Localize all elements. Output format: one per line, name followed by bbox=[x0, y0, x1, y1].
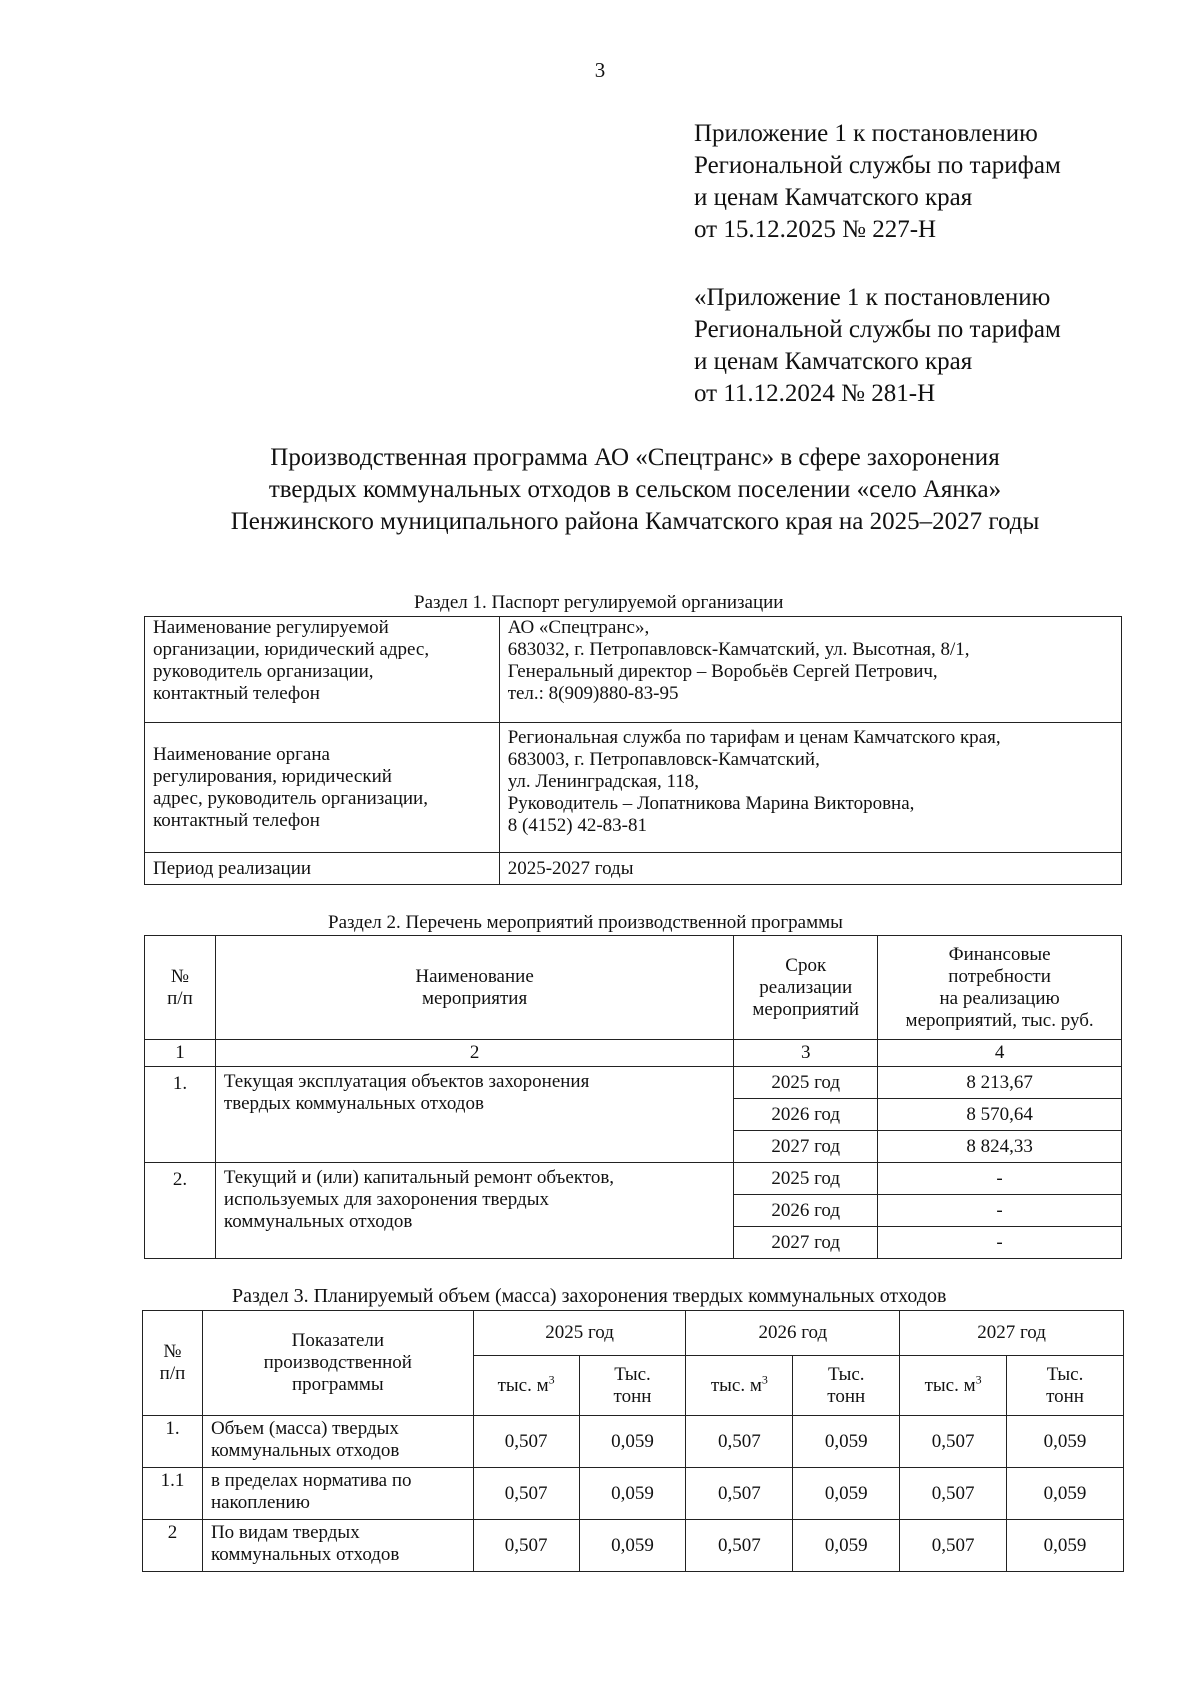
row-name bbox=[202, 1416, 473, 1468]
unit-text: тонн bbox=[827, 1385, 866, 1407]
column-number-row bbox=[145, 1040, 1122, 1067]
regulator-label-cell bbox=[145, 723, 500, 853]
row-num: 1. bbox=[143, 1416, 203, 1468]
item-value: - bbox=[878, 1195, 1122, 1227]
appendix-line: Приложение 1 к постановлению bbox=[694, 120, 1038, 147]
table-row bbox=[143, 1520, 1124, 1572]
row-name-line: коммунальных отходов bbox=[210, 1440, 400, 1461]
header-text: потребности bbox=[948, 965, 1051, 987]
appendix-line: и ценам Камчатского края bbox=[694, 184, 973, 211]
value-cell: 0,507 bbox=[686, 1520, 793, 1572]
column-number: 1 bbox=[145, 1040, 216, 1067]
item-name-line: Текущая эксплуатация объектов захоронения bbox=[223, 1071, 590, 1092]
table-row bbox=[145, 617, 1122, 723]
unit-text: Тыс. bbox=[1046, 1363, 1084, 1385]
row-name-line: Объем (масса) твердых bbox=[210, 1418, 399, 1439]
unit-text: тонн bbox=[1046, 1385, 1084, 1407]
unit-text: тыс. м bbox=[497, 1374, 549, 1396]
header-year: 2025 год bbox=[473, 1311, 686, 1356]
section1-caption: Раздел 1. Паспорт регулируемой организации bbox=[414, 592, 784, 613]
header-text: Финансовые bbox=[948, 943, 1051, 965]
org-value-line: 683032, г. Петропавловск-Камчатский, ул. Высотная, 8/1, bbox=[507, 639, 970, 660]
header-text: Наименование bbox=[415, 965, 534, 987]
header-indicator bbox=[202, 1311, 473, 1416]
appendix-prev-header bbox=[694, 282, 1061, 410]
item-year: 2027 год bbox=[734, 1227, 878, 1259]
item-value: 8 213,67 bbox=[878, 1067, 1122, 1099]
row-name bbox=[202, 1468, 473, 1520]
org-value-line: тел.: 8(909)880-83-95 bbox=[507, 683, 679, 704]
item-value: - bbox=[878, 1227, 1122, 1259]
header-unit-m3 bbox=[900, 1356, 1007, 1416]
org-value-line: АО «Спецтранс», bbox=[507, 617, 650, 638]
section2-caption: Раздел 2. Перечень мероприятий производственной программы bbox=[328, 912, 843, 933]
unit-sup: 3 bbox=[548, 1372, 555, 1387]
item-value: 8 570,64 bbox=[878, 1099, 1122, 1131]
item-name-line: Текущий и (или) капитальный ремонт объектов, bbox=[223, 1167, 615, 1188]
org-label-line: контактный телефон bbox=[153, 683, 320, 704]
header-text: № bbox=[163, 1341, 182, 1362]
appendix-prev-line: «Приложение 1 к постановлению bbox=[694, 284, 1051, 311]
header-unit-t bbox=[1007, 1356, 1124, 1416]
item-name-line: твердых коммунальных отходов bbox=[223, 1093, 484, 1114]
unit-text: Тыс. bbox=[827, 1363, 865, 1385]
item-num: 2. bbox=[145, 1163, 216, 1259]
header-unit-t bbox=[793, 1356, 900, 1416]
appendix-prev-line: Региональной службы по тарифам bbox=[694, 316, 1061, 343]
item-value: - bbox=[878, 1163, 1122, 1195]
item-year: 2026 год bbox=[734, 1195, 878, 1227]
appendix-header bbox=[694, 118, 1061, 246]
item-num: 1. bbox=[145, 1067, 216, 1163]
appendix-prev-line: и ценам Камчатского края bbox=[694, 348, 973, 375]
table-row bbox=[143, 1416, 1124, 1468]
header-text: п/п bbox=[167, 987, 193, 1009]
header-year: 2027 год bbox=[900, 1311, 1124, 1356]
value-cell: 0,059 bbox=[579, 1520, 686, 1572]
table-row bbox=[145, 1163, 1122, 1195]
value-cell: 0,507 bbox=[473, 1520, 579, 1572]
appendix-line: от 15.12.2025 № 227-Н bbox=[694, 216, 937, 243]
value-cell: 0,507 bbox=[473, 1468, 579, 1520]
value-cell: 0,507 bbox=[686, 1416, 793, 1468]
regulator-value-line: 8 (4152) 42-83-81 bbox=[507, 815, 647, 836]
header-unit-t bbox=[579, 1356, 686, 1416]
value-cell: 0,059 bbox=[793, 1468, 900, 1520]
regulator-label-line: Наименование органа bbox=[153, 743, 330, 765]
item-year: 2026 год bbox=[734, 1099, 878, 1131]
header-text: мероприятий bbox=[752, 998, 860, 1020]
unit-text: тыс. м bbox=[924, 1374, 976, 1396]
column-number: 4 bbox=[878, 1040, 1122, 1067]
org-label-line: руководитель организации, bbox=[153, 661, 374, 682]
section3-caption: Раздел 3. Планируемый объем (масса) захоронения твердых коммунальных отходов bbox=[232, 1285, 947, 1307]
item-value: 8 824,33 bbox=[878, 1131, 1122, 1163]
regulator-label-line: адрес, руководитель организации, bbox=[153, 787, 428, 809]
value-cell: 0,507 bbox=[900, 1520, 1007, 1572]
page-number: 3 bbox=[594, 58, 606, 82]
title-line: твердых коммунальных отходов в сельском поселении «село Аянка» bbox=[268, 476, 1002, 503]
period-value-cell: 2025-2027 годы bbox=[499, 853, 1121, 885]
table-header-row bbox=[143, 1311, 1124, 1356]
document-title bbox=[85, 442, 1185, 538]
org-label-line: Наименование регулируемой bbox=[153, 617, 389, 638]
unit-text: тыс. м bbox=[710, 1374, 762, 1396]
item-name-line: используемых для захоронения твердых bbox=[223, 1189, 549, 1210]
value-cell: 0,507 bbox=[686, 1468, 793, 1520]
org-label-line: организации, юридический адрес, bbox=[153, 639, 430, 660]
regulator-value-line: ул. Ленинградская, 118, bbox=[507, 771, 700, 792]
header-text: программы bbox=[291, 1374, 384, 1395]
header-text: производственной bbox=[263, 1352, 412, 1373]
header-text: на реализацию bbox=[939, 987, 1060, 1009]
value-cell: 0,059 bbox=[579, 1416, 686, 1468]
value-cell: 0,059 bbox=[793, 1416, 900, 1468]
header-unit-m3 bbox=[473, 1356, 579, 1416]
org-value-cell bbox=[499, 617, 1121, 723]
value-cell: 0,507 bbox=[900, 1416, 1007, 1468]
header-name bbox=[215, 936, 733, 1040]
regulator-value-cell bbox=[499, 723, 1121, 853]
header-text: Показатели bbox=[291, 1330, 385, 1351]
header-finance bbox=[878, 936, 1122, 1040]
appendix-line: Региональной службы по тарифам bbox=[694, 152, 1061, 179]
period-label-cell: Период реализации bbox=[145, 853, 500, 885]
value-cell: 0,059 bbox=[1007, 1416, 1124, 1468]
title-line: Пенжинского муниципального района Камчатского края на 2025–2027 годы bbox=[230, 508, 1040, 535]
table-row bbox=[145, 853, 1122, 885]
header-text: мероприятий, тыс. руб. bbox=[905, 1009, 1094, 1031]
regulator-label-line: контактный телефон bbox=[153, 809, 320, 831]
item-name-line: коммунальных отходов bbox=[223, 1211, 413, 1232]
header-text: Срок bbox=[785, 954, 827, 976]
column-number: 3 bbox=[734, 1040, 878, 1067]
title-line: Производственная программа АО «Спецтранс» в сфере захоронения bbox=[270, 444, 1000, 471]
row-name-line: коммунальных отходов bbox=[210, 1544, 400, 1565]
regulator-value-line: Региональная служба по тарифам и ценам Камчатского края, bbox=[507, 727, 1001, 748]
value-cell: 0,507 bbox=[900, 1468, 1007, 1520]
regulator-value-line: Руководитель – Лопатникова Марина Викторовна, bbox=[507, 793, 915, 814]
unit-text: Тыс. bbox=[614, 1363, 651, 1385]
header-text: мероприятия bbox=[421, 987, 528, 1009]
value-cell: 0,059 bbox=[793, 1520, 900, 1572]
table-row bbox=[145, 1067, 1122, 1099]
item-name bbox=[215, 1163, 733, 1259]
row-name-line: По видам твердых bbox=[210, 1522, 360, 1543]
section1-table bbox=[144, 616, 1122, 885]
table-row bbox=[143, 1468, 1124, 1520]
header-text: реализации bbox=[759, 976, 853, 998]
row-num: 2 bbox=[143, 1520, 203, 1572]
item-name bbox=[215, 1067, 733, 1163]
row-num: 1.1 bbox=[143, 1468, 203, 1520]
regulator-value-line: 683003, г. Петропавловск-Камчатский, bbox=[507, 749, 820, 770]
header-unit-m3 bbox=[686, 1356, 793, 1416]
table-header-row bbox=[145, 936, 1122, 1040]
row-name bbox=[202, 1520, 473, 1572]
appendix-prev-line: от 11.12.2024 № 281-Н bbox=[694, 380, 936, 407]
column-number: 2 bbox=[215, 1040, 733, 1067]
header-text: № bbox=[170, 965, 190, 987]
regulator-label-line: регулирования, юридический bbox=[153, 765, 392, 787]
org-value-line: Генеральный директор – Воробьёв Сергей Петрович, bbox=[507, 661, 938, 682]
item-year: 2027 год bbox=[734, 1131, 878, 1163]
value-cell: 0,059 bbox=[579, 1468, 686, 1520]
value-cell: 0,507 bbox=[473, 1416, 579, 1468]
header-term bbox=[734, 936, 878, 1040]
item-year: 2025 год bbox=[734, 1163, 878, 1195]
section3-table bbox=[142, 1310, 1124, 1572]
unit-sup: 3 bbox=[975, 1372, 982, 1387]
header-num bbox=[143, 1311, 203, 1416]
row-name-line: накоплению bbox=[210, 1492, 310, 1513]
header-year: 2026 год bbox=[686, 1311, 900, 1356]
section2-table bbox=[144, 935, 1122, 1259]
row-name-line: в пределах норматива по bbox=[210, 1470, 412, 1491]
value-cell: 0,059 bbox=[1007, 1468, 1124, 1520]
unit-sup: 3 bbox=[761, 1372, 768, 1387]
item-year: 2025 год bbox=[734, 1067, 878, 1099]
unit-text: тонн bbox=[613, 1385, 652, 1407]
org-label-cell bbox=[145, 617, 500, 723]
header-num bbox=[145, 936, 216, 1040]
header-text: п/п bbox=[159, 1363, 186, 1384]
value-cell: 0,059 bbox=[1007, 1520, 1124, 1572]
table-row bbox=[145, 723, 1122, 853]
